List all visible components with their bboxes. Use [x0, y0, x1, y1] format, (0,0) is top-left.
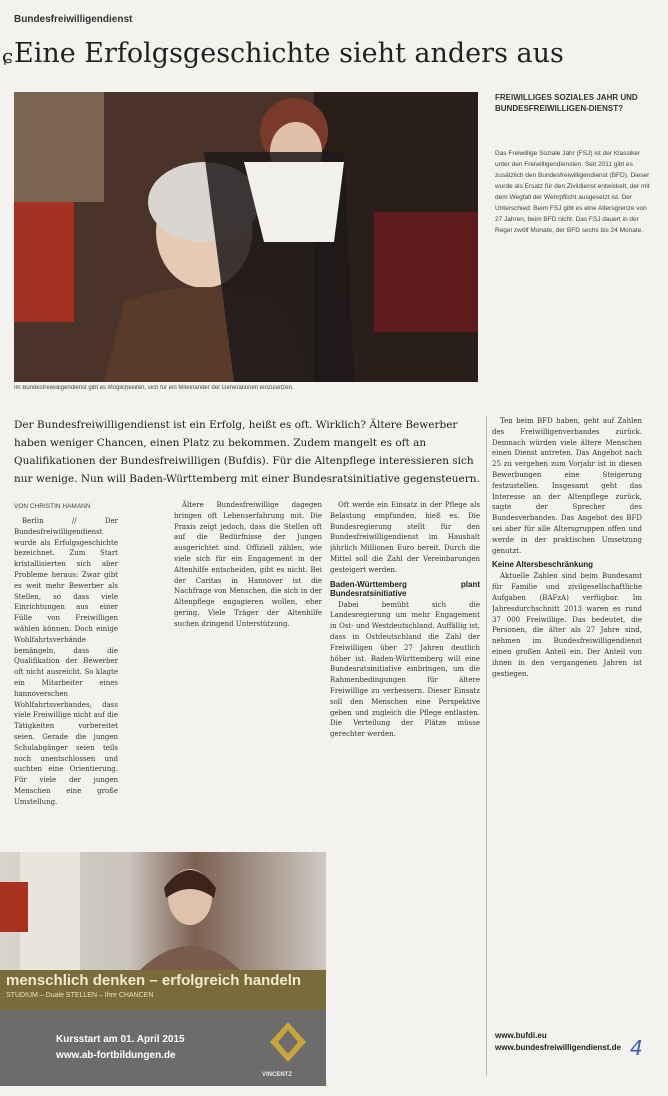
section-kicker: Bundesfreiwilligendienst: [14, 14, 133, 25]
vincentz-logo-icon: [268, 1020, 308, 1064]
sidebar-body: Das Freiwillige Soziale Jahr (FSJ) ist der Klassiker unter den Freiwilligendiensten. Seit 2011 gibt es zusätzlich den Bundesfreiwilligendienst (BFD). Dieser wurde als Ersatz für den Zivildienst entwickelt, der mit dem Wegfall der Wehrpflicht ausgesetzt ist. Der Unterschied: Beim FSJ gibt es eine Altersgrenze von 27 Jahren, beim BFD nicht. Das FSJ dauert in der Regel zwölf Monate, der BFD sechs bis 24 Monate.: [495, 150, 650, 234]
column-3-text: Oft werde ein Einsatz in der Pflege als Belastung empfunden, hieß es. Die Bundesregierung stellt für den Bundesfreiwilligendienst im Haushalt jährlich Millionen Euro bereit. Durch die Mittel soll die Zahl der Vereinbarungen gesteigert werden.: [330, 501, 480, 574]
decorative-glyph: ɕ: [2, 44, 14, 68]
column-divider: [486, 416, 487, 1076]
ad-photo: [0, 852, 326, 970]
reference-links: [495, 1030, 621, 1054]
column-3-text-b: Dabei bemüht sich die Landesregierung um mehr Engagement in Ost- und Westdeutschland. Auffällig ist, dass in Ostdeutschland die Zahl der Freiwilligen über 27 Jahren deutlich höher ist. Baden-Württemberg will eine Bundesratsinitiative einbringen, um die Rahmenbedingungen für ältere Freiwillige zu verbessern. Dieser Einsatz soll den Menschen eine Perspektive geben und zugleich die Pflege entlasten. Die Verteilung der Plätze müsse gerechter werden.: [330, 600, 480, 739]
sidebar-title: FREIWILLIGES SOZIALES JAHR UND BUNDESFREIWILLIGEN-DIENST?: [495, 93, 638, 113]
link-bufdi[interactable]: www.bufdi.eu: [495, 1031, 547, 1040]
column-3-heading: Baden-Württemberg plant Bundesratsinitiative: [330, 579, 480, 598]
column-1: [14, 516, 118, 846]
column-1-text: Berlin // Der Bundesfreiwilligendienst wurde als Erfolgsgeschichte bezeichnet. Zum Start kristallisierten sich aber Probleme heraus: Zwar gibt es weit mehr Bewerber als Stellen, so dass viele Einrichtungen aus einer Fülle von Freiwilligen wählen können. Doch einige Wohlfahrtsverbände bemängeln, dass die Qualifikation der Bewerber oft nicht ausreicht. So klagte ein Mitarbeiter eines hannoverschen Wohlfahrtsverbandes, dass viele Freiwillige nicht auf die Tätigkeiten vorbereitet seien. Gerade die jungen Schulabgänger seien teils noch unentschlossen und suchten eine Orientierung. Für viele der jungen Menschen eine große Umstellung.: [14, 517, 118, 806]
link-bundesfreiwilligendienst[interactable]: www.bundesfreiwilligendienst.de: [495, 1043, 621, 1052]
column-4-heading: Keine Altersbeschränkung: [492, 560, 594, 570]
ad-course-date: Kursstart am 01. April 2015: [56, 1034, 185, 1045]
article-photo: [14, 92, 478, 382]
page-number: 4: [630, 1036, 643, 1060]
column-2: [174, 500, 322, 846]
article-lead: Der Bundesfreiwilligendienst ist ein Erfolg, heißt es oft. Wirklich? Ältere Bewerber haben weniger Chancen, einen Platz zu bekommen. Zudem mangelt es oft an Qualifikationen der Bundesfreiwilligen (Bufdis). Für die Altenpflege interessieren sich nur wenige. Nun will Baden-Württemberg mit einer Bundesratsinitiative gegensteuern.: [14, 419, 480, 485]
ad-logo-text: VINCENTZ: [262, 1072, 292, 1078]
photo-illustration: [14, 92, 478, 382]
photo-caption: Im Bundesfreiwilligendienst gibt es Möglichkeiten, sich für ein Miteinander der Generationen einzusetzen.: [14, 385, 294, 391]
ad-url[interactable]: www.ab-fortbildungen.de: [56, 1050, 176, 1061]
column-2-text: Ältere Bundesfreiwillige dagegen bringen oft Lebenserfahrung mit. Die Praxis zeigt jedoch, dass die Stellen oft auf die Bedürfnisse der Jungen ausgerichtet sind. Offiziell zählen, wie viele sich für ein Engagement in der Altenhilfe entscheiden, gibt es nicht. Bei der Caritas in Hannover ist die Nachfrage von Menschen, die sich in der Altenpflege engagieren wollen, eher gering. Viele Träger der Altenhilfe suchen dringend Unterstützung.: [174, 501, 322, 628]
byline: VON CHRISTIN HAMANN: [14, 503, 91, 510]
ad-subline: STUDIUM – Duale STELLEN – Ihre CHANCEN: [6, 992, 154, 999]
ad-photo-illustration: [0, 852, 326, 970]
column-4-text: Ten beim BFD haben, geht auf Zahlen des Freiwilligenverbandes zurück. Demnach würden viele ältere Menschen einen Dienst antreten. Das Angebot nach 25 zu vergeben zum Vorjahr ist in diesen Bewerbungen eine Steigerung festzustellen. Insgesamt geht das Interesse an der Altenpflege zurück, sagte der Sprecher des Bundesverbandes. Das Angebot des BFD sei aber für alle Altersgruppen offen und werde in der praktischen Umsetzung genutzt.: [492, 417, 642, 555]
article-headline: Eine Erfolgsgeschichte sieht anders aus: [14, 38, 564, 69]
ad-tagline: menschlich denken – erfolgreich handeln: [6, 972, 302, 989]
advertisement: [0, 852, 326, 1086]
column-4-text-b: Aktuelle Zahlen sind beim Bundesamt für Familie und zivilgesellschaftliche Aufgaben (BAFzA) verfügbar. Im Jahresdurchschnitt 2013 waren es rund 37 000 Freiwillige. Das bedeutet, die Personen, die älter als 27 Jahre sind, nehmen im Bundesfreiwilligendienst einen großen Anteil ein. Der Anteil von ihnen in den vergangenen Jahren ist gestiegen.: [492, 572, 642, 678]
column-4: [492, 416, 642, 1022]
column-3: [330, 500, 480, 1080]
